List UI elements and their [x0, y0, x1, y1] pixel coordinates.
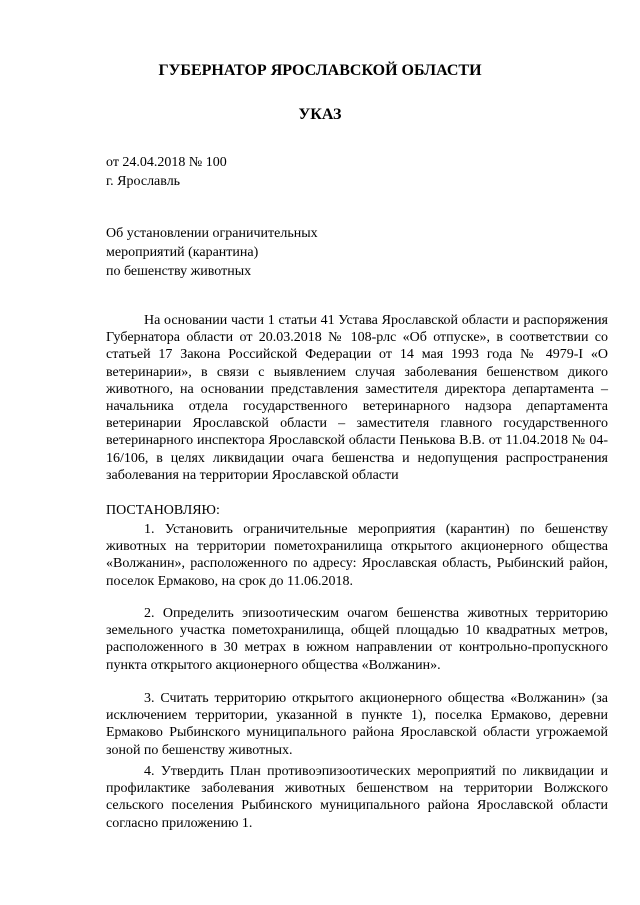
- subject-line-2: мероприятий (карантина): [106, 245, 259, 260]
- subject-line-1: Об установлении ограничительных: [106, 226, 318, 241]
- order-item-1: 1. Установить ограничительные мероприятия (карантин) по бешенству животных на территории пометохранилища открытого акционерного общества «Волжанин», расположенного по адресу: Ярославская область, Рыбинский район, поселок Ермаково, на срок до 11.06.2018.: [106, 522, 608, 589]
- preamble-paragraph: На основании части 1 статьи 41 Устава Ярославской области и распоряжения Губернатора области от 20.03.2018 № 108-рлс «Об отпуске», в соответствии со статьей 17 Закона Российской Федерации от 14 мая 1993 года № 4979-I «О ветеринарии», в связи с выявлением случая заболевания бешенством дикого животного, на основании представления заместителя директора департамента – начальника отдела государственного ветеринарного надзора департамента ветеринарии Ярославской области – заместителя главного государственного ветеринарного инспектора Ярославской области Пенькова В.В. от 11.04.2018 № 04-16/106, в целях ликвидации очага бешенства и недопущения распространения заболевания на территории Ярославской области: [106, 313, 608, 483]
- issuing-authority: ГУБЕРНАТОР ЯРОСЛАВСКОЙ ОБЛАСТИ: [158, 62, 482, 79]
- subject-line-3: по бешенству животных: [106, 264, 252, 279]
- document-type: УКАЗ: [298, 106, 342, 123]
- ordain-heading: ПОСТАНОВЛЯЮ:: [106, 503, 220, 518]
- city: г. Ярославль: [106, 174, 181, 189]
- order-item-2: 2. Определить эпизоотическим очагом бешенства животных территорию земельного участка пометохранилища, общей площадью 10 квадратных метров, расположенного в 30 метрах в южном направлении от контрольно-пропускного пункта открытого акционерного общества «Волжанин».: [106, 606, 608, 673]
- order-item-4: 4. Утвердить План противоэпизоотических мероприятий по ликвидации и профилактике заболевания животных бешенством на территории Волжского сельского поселения Рыбинского муниципального района Ярославской области согласно приложению 1.: [106, 764, 608, 831]
- date-number: от 24.04.2018 № 100: [106, 155, 227, 170]
- order-item-3: 3. Считать территорию открытого акционерного общества «Волжанин» (за исключением территории, указанной в пункте 1), поселка Ермаково, деревни Ермаково Рыбинского муниципального района Ярославской области угрожаемой зоной по бешенству животных.: [106, 691, 608, 758]
